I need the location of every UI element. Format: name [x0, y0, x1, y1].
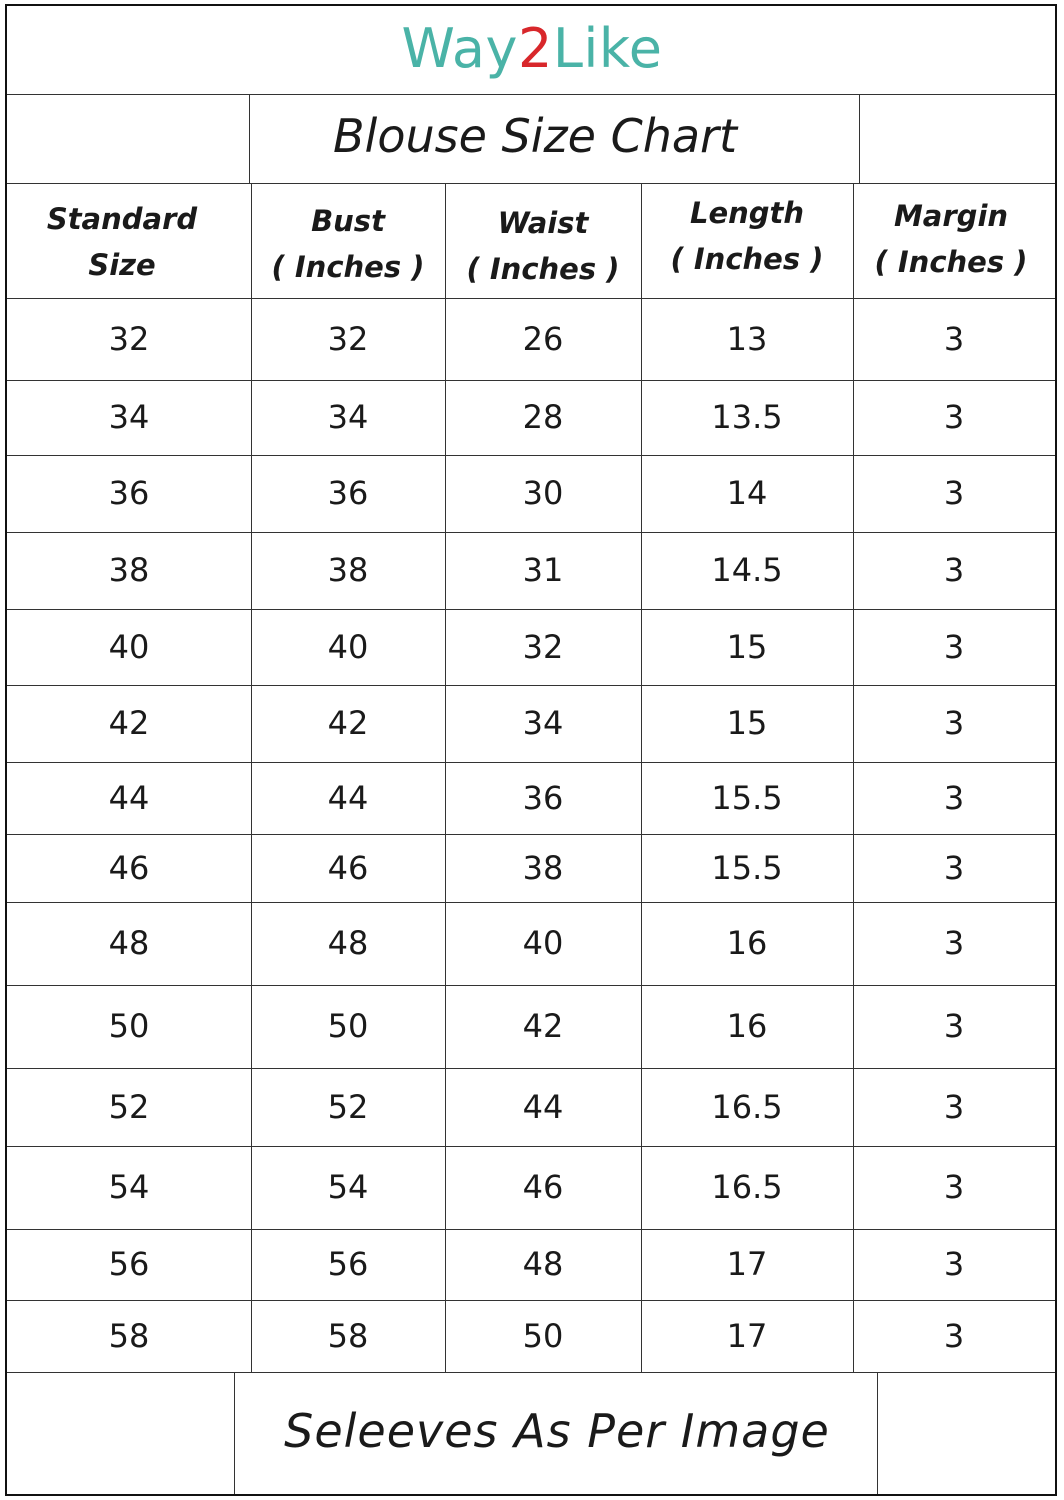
title-divider [7, 183, 1055, 184]
cell-margin: 3 [943, 320, 965, 358]
cell-length: 17 [726, 1245, 768, 1283]
cell-waist: 44 [522, 1088, 564, 1126]
cell-margin: 3 [943, 849, 965, 887]
cell-standard-size: 32 [108, 320, 150, 358]
cell-waist: 28 [522, 398, 564, 436]
row-divider [7, 532, 1055, 533]
cell-standard-size: 40 [108, 628, 150, 666]
cell-length: 15.5 [711, 849, 783, 887]
cell-bust: 38 [327, 551, 369, 589]
cell-standard-size: 44 [108, 779, 150, 817]
cell-bust: 44 [327, 779, 369, 817]
row-divider [7, 685, 1055, 686]
cell-standard-size: 58 [108, 1317, 150, 1355]
cell-standard-size: 56 [108, 1245, 150, 1283]
cell-bust: 58 [327, 1317, 369, 1355]
cell-margin: 3 [943, 1245, 965, 1283]
cell-waist: 30 [522, 474, 564, 512]
row-divider [7, 1372, 1055, 1373]
cell-bust: 40 [327, 628, 369, 666]
title-left-border [249, 94, 250, 184]
cell-standard-size: 34 [108, 398, 150, 436]
cell-margin: 3 [943, 1088, 965, 1126]
header-line: ( Inches ) [670, 242, 824, 276]
cell-margin: 3 [943, 551, 965, 589]
chart-title: Blouse Size Chart [333, 109, 737, 163]
header-line: ( Inches ) [874, 245, 1028, 279]
cell-margin: 3 [943, 1317, 965, 1355]
cell-bust: 42 [327, 704, 369, 742]
cell-length: 15.5 [711, 779, 783, 817]
column-divider [853, 183, 854, 1372]
cell-waist: 36 [522, 779, 564, 817]
header-waist [446, 200, 640, 292]
row-divider [7, 455, 1055, 456]
cell-waist: 42 [522, 1007, 564, 1045]
cell-length: 16.5 [711, 1168, 783, 1206]
cell-bust: 50 [327, 1007, 369, 1045]
header-line: ( Inches ) [466, 252, 620, 286]
row-divider [7, 1300, 1055, 1301]
cell-waist: 34 [522, 704, 564, 742]
brand-part-like: Like [552, 17, 663, 80]
row-divider [7, 762, 1055, 763]
header-bust [252, 198, 444, 290]
brand-part-way: Way [401, 17, 518, 80]
cell-waist: 46 [522, 1168, 564, 1206]
cell-waist: 38 [522, 849, 564, 887]
cell-bust: 46 [327, 849, 369, 887]
cell-length: 14.5 [711, 551, 783, 589]
header-line: Standard [46, 202, 198, 236]
header-line: ( Inches ) [271, 250, 425, 284]
cell-waist: 26 [522, 320, 564, 358]
cell-bust: 32 [327, 320, 369, 358]
cell-standard-size: 54 [108, 1168, 150, 1206]
column-divider [641, 183, 642, 1372]
header-line: Size [88, 248, 156, 282]
column-divider [445, 183, 446, 1372]
row-divider [7, 834, 1055, 835]
cell-waist: 31 [522, 551, 564, 589]
cell-bust: 36 [327, 474, 369, 512]
row-divider [7, 298, 1055, 299]
cell-length: 13.5 [711, 398, 783, 436]
cell-waist: 32 [522, 628, 564, 666]
header-line: Length [689, 196, 805, 230]
cell-margin: 3 [943, 398, 965, 436]
brand-logo [0, 14, 1064, 84]
cell-margin: 3 [943, 628, 965, 666]
brand-part-two: 2 [517, 17, 553, 80]
cell-bust: 52 [327, 1088, 369, 1126]
cell-waist: 48 [522, 1245, 564, 1283]
cell-waist: 40 [522, 924, 564, 962]
row-divider [7, 985, 1055, 986]
cell-length: 15 [726, 704, 768, 742]
brand-divider [7, 94, 1055, 95]
cell-margin: 3 [943, 474, 965, 512]
cell-margin: 3 [943, 704, 965, 742]
cell-length: 13 [726, 320, 768, 358]
title-right-border [859, 94, 860, 184]
cell-margin: 3 [943, 1168, 965, 1206]
row-divider [7, 902, 1055, 903]
sleeves-note: Seleeves As Per Image [284, 1404, 830, 1458]
header-margin [854, 193, 1048, 285]
cell-bust: 34 [327, 398, 369, 436]
cell-length: 17 [726, 1317, 768, 1355]
header-standard-size [7, 196, 237, 288]
cell-standard-size: 50 [108, 1007, 150, 1045]
header-line: Bust [311, 204, 385, 238]
cell-margin: 3 [943, 779, 965, 817]
cell-margin: 3 [943, 924, 965, 962]
footer-left-border [234, 1372, 235, 1494]
cell-bust: 56 [327, 1245, 369, 1283]
header-line: Waist [497, 206, 589, 240]
cell-standard-size: 38 [108, 551, 150, 589]
header-line: Margin [893, 199, 1009, 233]
cell-waist: 50 [522, 1317, 564, 1355]
cell-standard-size: 46 [108, 849, 150, 887]
row-divider [7, 1146, 1055, 1147]
cell-standard-size: 36 [108, 474, 150, 512]
column-divider [251, 183, 252, 1372]
cell-standard-size: 48 [108, 924, 150, 962]
cell-length: 16 [726, 924, 768, 962]
header-length [642, 190, 852, 282]
cell-standard-size: 52 [108, 1088, 150, 1126]
cell-bust: 54 [327, 1168, 369, 1206]
cell-length: 16.5 [711, 1088, 783, 1126]
row-divider [7, 1229, 1055, 1230]
cell-margin: 3 [943, 1007, 965, 1045]
cell-length: 16 [726, 1007, 768, 1045]
row-divider [7, 1068, 1055, 1069]
cell-length: 14 [726, 474, 768, 512]
footer-right-border [877, 1372, 878, 1494]
cell-bust: 48 [327, 924, 369, 962]
cell-length: 15 [726, 628, 768, 666]
row-divider [7, 609, 1055, 610]
row-divider [7, 380, 1055, 381]
cell-standard-size: 42 [108, 704, 150, 742]
